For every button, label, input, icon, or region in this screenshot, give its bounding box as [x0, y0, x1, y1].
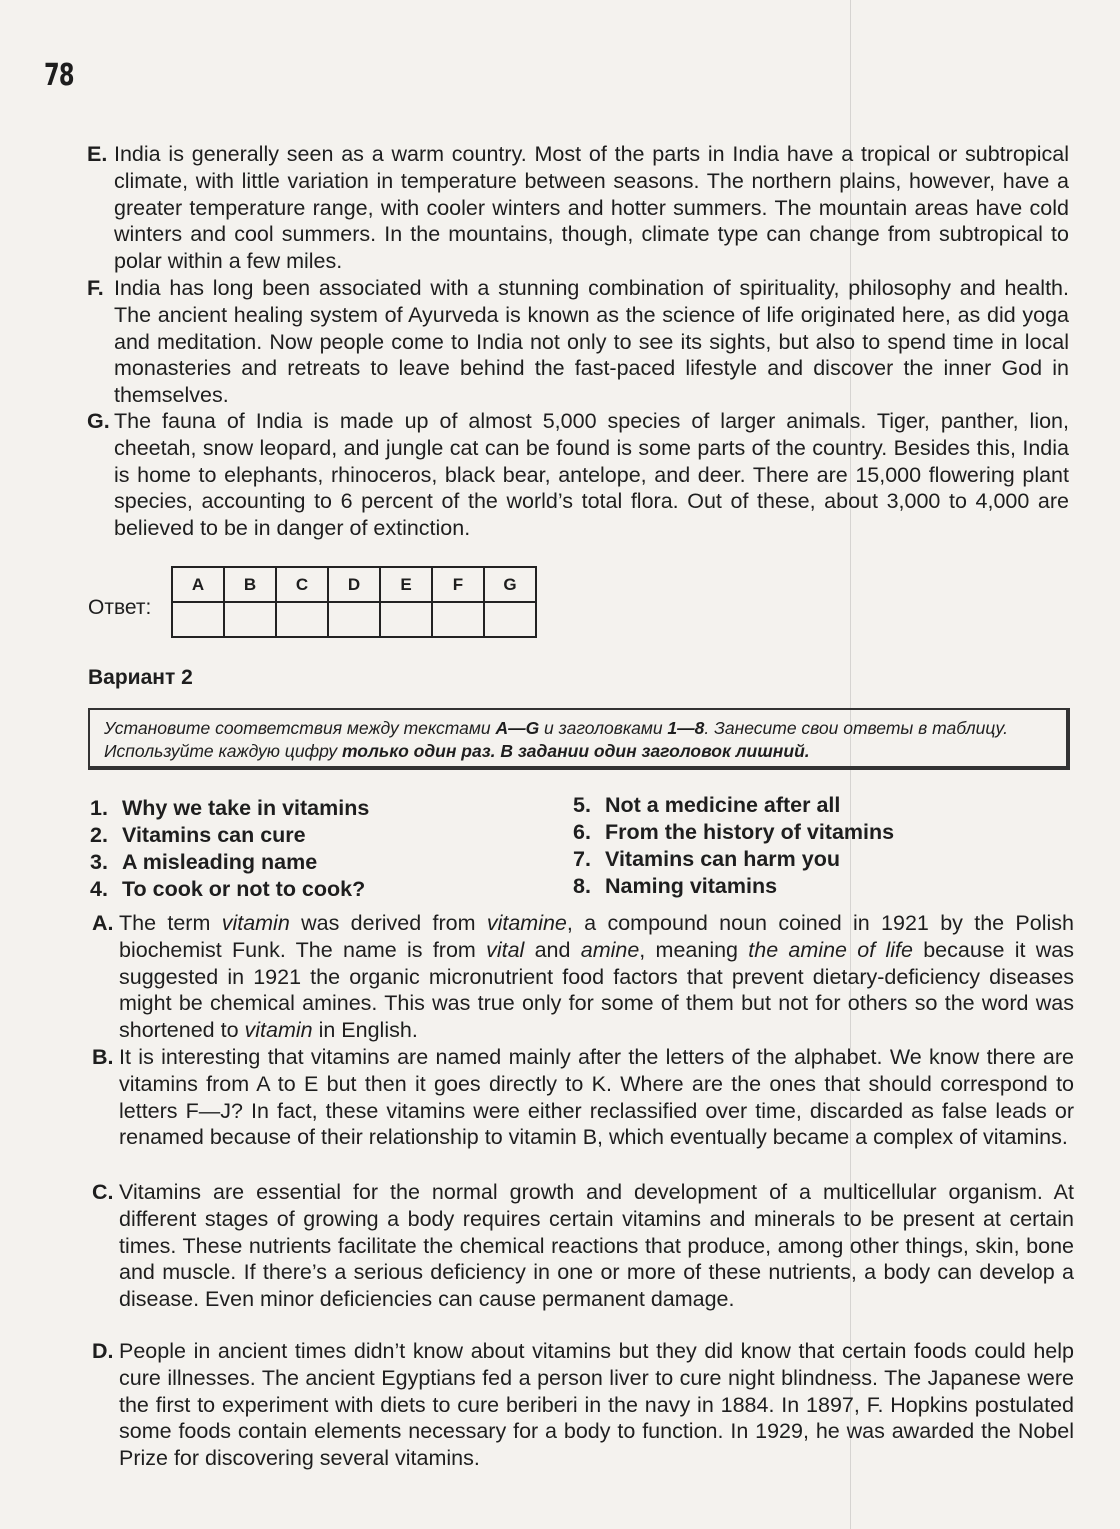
paragraph-text: People in ancient times didn’t know about vitamins but they did know that certain foods could help cure illnesses. The ancient Egyptians fed a person liver to cure night blindness. The Japanese were the first to experiment with diets to cure beriberi in the navy in 1884. In 1897, F. Hopkins postulated some foods contain elements necessary for a body to function. In 1929, he was awarded the Nobel Prize for discovering several vitamins.	[119, 1339, 1074, 1471]
paragraph-d	[92, 1338, 1074, 1472]
answer-label: Ответ:	[88, 596, 152, 619]
paragraph-text: India has long been associated with a stunning combination of spirituality, philosophy and health. The ancient healing system of Ayurveda is known as the science of life originated here, as did yoga and meditation. Now people come to India not only to see its sights, but also to spend time in local monasteries and retreats to leave behind the fast-paced lifestyle and discover the inner God in themselves.	[114, 276, 1069, 408]
term-italic: vital	[486, 937, 525, 962]
heading-item	[90, 876, 369, 903]
paragraph-letter: D.	[92, 1339, 114, 1363]
term-italic: amine	[580, 937, 640, 962]
paragraph-g	[87, 408, 1069, 542]
answer-cell-c[interactable]	[276, 602, 328, 637]
heading-number: 7.	[573, 847, 591, 871]
paragraph-text: The fauna of India is made up of almost 5,000 species of larger animals. Tiger, panther, lion, cheetah, snow leopard, and jungle cat can be found is some parts of the country. Besides this, India is home to elephants, rhinoceros, black bear, antelope, and deer. There are 15,000 flowering plant species, accounting to 6 percent of the world’s total flora. Out of these, about 3,000 to 4,000 are believed to be in danger of extinction.	[114, 409, 1069, 541]
instructions-bold: 1—8	[667, 718, 705, 738]
paragraph-text: It is interesting that vitamins are named mainly after the letters of the alphabet. We know there are vitamins from A to E but then it goes directly to K. Where are the ones that should correspond to letters F—J? In fact, these vitamins were either reclassified over time, discarded as false leads or renamed because of their relationship to vitamin B, which eventually became a complex of vitamins.	[119, 1045, 1074, 1150]
heading-number: 3.	[90, 850, 108, 874]
heading-number: 4.	[90, 877, 108, 901]
paragraph-letter: G.	[87, 409, 110, 433]
heading-item	[90, 849, 369, 876]
answer-cell-f[interactable]	[432, 602, 484, 637]
answer-cell-b[interactable]	[224, 602, 276, 637]
heading-text: From the history of vitamins	[605, 820, 895, 844]
heading-text: Vitamins can harm you	[605, 847, 840, 871]
paragraph-letter: B.	[92, 1045, 114, 1069]
heading-number: 1.	[90, 796, 108, 820]
instructions-bold: A—G	[495, 718, 540, 738]
headings-left	[90, 795, 369, 903]
paragraph-text: Vitamins are essential for the normal growth and development of a multicellular organism. At different stages of growing a body requires certain vitamins and minerals to be present at certain times. These nutrients facilitate the chemical reactions that produce, among other things, skin, bone and muscle. If there’s a serious deficiency in one or more of these nutrients, a body can develop a disease. Even minor deficiencies can cause permanent damage.	[119, 1180, 1074, 1312]
heading-item	[573, 846, 894, 873]
paragraph-text: The term	[119, 911, 222, 935]
heading-item	[573, 792, 894, 819]
variant-title: Вариант 2	[88, 666, 193, 689]
paragraph-text: , meaning	[639, 937, 749, 962]
term-italic: the amine of life	[748, 937, 913, 962]
heading-item	[573, 873, 894, 900]
term-italic: vitamin	[244, 1018, 313, 1043]
answer-column-header: A	[172, 567, 224, 602]
answer-header-row	[172, 567, 536, 602]
instructions-box	[88, 708, 1070, 770]
answer-column-header: E	[380, 567, 432, 602]
paragraph-text: , a compound noun coined in 1921 by the Polish biochemist Funk. The name is from	[119, 911, 1074, 962]
paragraph-e	[87, 141, 1069, 275]
instructions-bold: только один раз. В задании один заголовок лишний.	[341, 741, 810, 761]
heading-number: 8.	[573, 874, 591, 898]
answer-column-header: C	[276, 567, 328, 602]
paragraph-text: India is generally seen as a warm country. Most of the parts in India have a tropical or subtropical climate, with little variation in temperature between seasons. The northern plains, however, have a greater temperature range, with cooler winters and hotter summers. The mountain areas have cold winters and cool summers. In the mountains, though, climate type can change from subtropical to polar within a few miles.	[114, 142, 1069, 274]
answer-cell-e[interactable]	[380, 602, 432, 637]
answer-column-header: D	[328, 567, 380, 602]
paragraph-b	[92, 1044, 1074, 1151]
answer-column-header: F	[432, 567, 484, 602]
heading-number: 5.	[573, 793, 591, 817]
paragraph-text: in English.	[312, 1018, 418, 1043]
answer-table	[171, 566, 537, 638]
paragraph-text: because it was suggested in 1921 the organic micronutrient food factors that prevent dietary-deficiency diseases might be chemical amines. This was true only for some of them but not for others so the word was shortened to	[119, 937, 1074, 1043]
paragraph-text: and	[524, 937, 581, 962]
instructions-text: . Занесите свои ответы в таблицу. Используйте каждую цифру	[104, 718, 1008, 761]
instructions-text: и заголовками	[539, 718, 668, 738]
answer-cell-d[interactable]	[328, 602, 380, 637]
heading-number: 6.	[573, 820, 591, 844]
heading-text: A misleading name	[122, 850, 318, 874]
heading-text: Not a medicine after all	[605, 793, 841, 817]
heading-text: Naming vitamins	[605, 874, 778, 898]
heading-item	[90, 822, 369, 849]
answer-cell-a[interactable]	[172, 602, 224, 637]
heading-text: Why we take in vitamins	[122, 796, 370, 820]
answer-column-header: B	[224, 567, 276, 602]
paragraph-text: was derived from	[289, 911, 487, 935]
heading-item	[90, 795, 369, 822]
paragraph-letter: E.	[87, 142, 108, 166]
paragraph-letter: F.	[87, 276, 104, 300]
term-italic: vitamine	[486, 911, 567, 935]
answer-column-header: G	[484, 567, 536, 602]
answer-cell-g[interactable]	[484, 602, 536, 637]
instructions-text: Установите соответствия между текстами	[104, 718, 496, 738]
heading-item	[573, 819, 894, 846]
paragraph-letter: A.	[92, 911, 114, 935]
paragraph-a	[92, 910, 1074, 1044]
heading-number: 2.	[90, 823, 108, 847]
paragraph-f	[87, 275, 1069, 409]
heading-text: To cook or not to cook?	[122, 877, 366, 901]
term-italic: vitamin	[221, 911, 290, 935]
page-number: 78	[44, 58, 74, 93]
answer-input-row	[172, 602, 536, 637]
paragraph-letter: C.	[92, 1180, 114, 1204]
heading-text: Vitamins can cure	[122, 823, 306, 847]
headings-right	[573, 792, 894, 900]
paragraph-c	[92, 1179, 1074, 1313]
